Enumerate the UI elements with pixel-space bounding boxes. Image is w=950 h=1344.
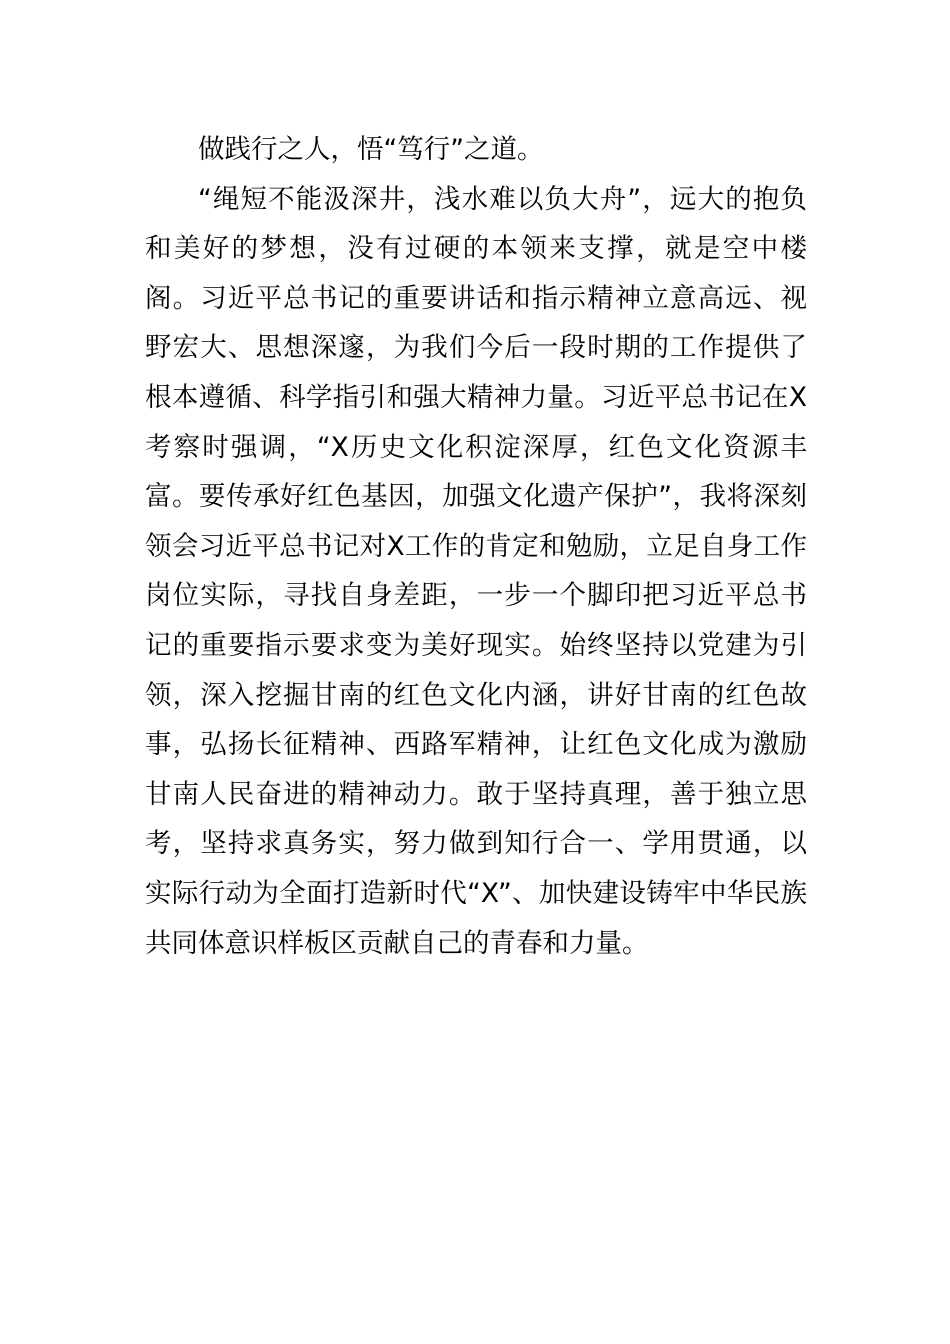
document-body xyxy=(145,125,807,968)
paragraph-1: 做践行之人，悟“笃行”之道。 xyxy=(198,134,544,165)
paragraph-2: “绳短不能汲深井，浅水难以负大舟”，远大的抱负和美好的梦想，没有过硬的本领来支撑，就是空中楼阁。习近平总书记的重要讲话和指示精神立意高远、视野宏大、思想深邃，为我们今后一段时期的工作提供了根本遵循、科学指引和强大精神力量。习近平总书记在X考察时强调，“X历史文化积淀深厚，红色文化资源丰富。要传承好红色基因，加强文化遗产保护”，我将深刻领会习近平总书记对X工作的肯定和勉励，立足自身工作岗位实际，寻找自身差距，一步一个脚印把习近平总书记的重要指示要求变为美好现实。始终坚持以党建为引领，深入挖掘甘南的红色文化内涵，讲好甘南的红色故事，弘扬长征精神、西路军精神，让红色文化成为激励甘南人民奋进的精神动力。敢于坚持真理，善于独立思考，坚持求真务实，努力做到知行合一、学用贯通，以实际行动为全面打造新时代“X”、加快建设铸牢中华民族共同体意识样板区贡献自己的青春和力量。 xyxy=(145,183,807,959)
